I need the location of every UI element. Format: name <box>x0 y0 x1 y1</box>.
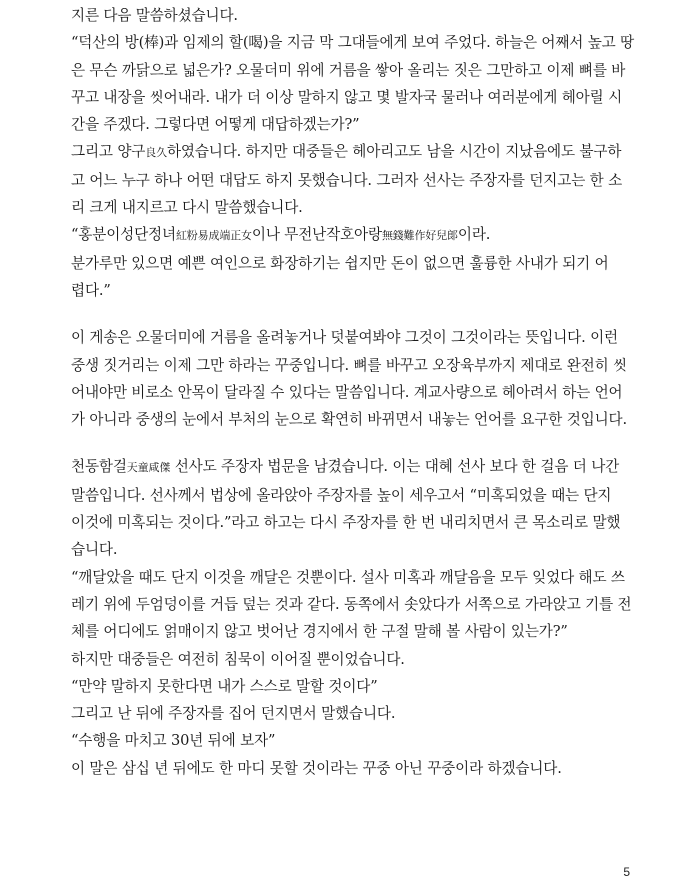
text-line: 레기 위에 두엄덩이를 거듭 덮는 것과 같다. 동쪽에서 솟았다가 서쪽으로 가라앉고 기틀 전 <box>71 595 632 613</box>
text-line: “홍분이성단정녀紅粉易成端正女이나 무전난작호아랑無錢難作好兒郞이라. <box>71 226 491 244</box>
text-line: 고 어느 누구 하나 어떤 대답도 하지 못했습니다. 그러자 선사는 주장자를 던지고는 한 소 <box>71 171 623 189</box>
text-line: 천동함걸天童咸傑 선사도 주장자 법문을 남겼습니다. 이는 대혜 선사 보다 한 걸음 더 나간 <box>71 458 620 476</box>
text-line: 그리고 양구良久하였습니다. 하지만 대중들은 헤아리고도 남을 시간이 지났음에도 불구하 <box>71 143 622 161</box>
text-line: 은 무슨 까닭으로 넓은가? 오물더미 위에 거름을 쌓아 올리는 짓은 그만하고 이제 뼈를 바 <box>71 61 626 79</box>
text-line: 가 아니라 중생의 눈에서 부처의 눈으로 확연히 바뀌면서 내놓는 언어를 요구한 것입니다. <box>71 411 627 429</box>
paragraph <box>71 646 631 673</box>
text-line: 습니다. <box>71 541 118 559</box>
paragraph <box>71 755 631 782</box>
text-line: 꾸고 내장을 씻어내라. 내가 더 이상 말하지 않고 몇 발자국 물러나 여러분에게 헤아릴 시 <box>71 88 623 106</box>
text-line: “덕산의 방(棒)과 임제의 할(喝)을 지금 막 그대들에게 보여 주었다. 하늘은 어째서 높고 땅 <box>71 34 635 52</box>
paragraph <box>71 324 631 433</box>
paragraph <box>71 700 631 727</box>
text-line: 분가루만 있으면 예쁜 여인으로 화장하기는 쉽지만 돈이 없으면 훌륭한 사내가 되기 어 <box>71 254 609 272</box>
paragraph-gap <box>71 304 631 324</box>
text-line: 간을 주겠다. 그렇다면 어떻게 대답하겠는가?” <box>71 116 360 134</box>
text-line: “깨달았을 때도 단지 이것을 깨달은 것뿐이다. 설사 미혹과 깨달음을 모두 잊었다 해도 쓰 <box>71 568 625 586</box>
text-line: 리 크게 내지르고 다시 말씀했습니다. <box>71 199 303 217</box>
text-line: 렵다.” <box>71 281 111 299</box>
text-line: 그리고 난 뒤에 주장자를 집어 던지면서 말했습니다. <box>71 705 396 723</box>
text-line: “만약 말하지 못한다면 내가 스스로 말할 것이다” <box>71 677 378 695</box>
paragraph <box>71 221 631 249</box>
paragraph <box>71 250 631 305</box>
paragraph <box>71 673 631 700</box>
paragraph <box>71 564 631 646</box>
text-line: 이 게송은 오물더미에 거름을 올려놓거나 덧붙여봐야 그것이 그것이라는 뜻입니다. 이런 <box>71 329 619 347</box>
text-line: 중생 짓거리는 이제 그만 하라는 꾸중입니다. 뼈를 바꾸고 오장육부까지 제대로 완전히 씻 <box>71 356 627 374</box>
paragraph-gap <box>71 433 631 453</box>
text-line: 어내야만 비로소 안목이 달라질 수 있다는 말씀입니다. 계교사량으로 헤아려서 하는 언어 <box>71 383 623 401</box>
paragraph <box>71 29 635 138</box>
text-line: 하지만 대중들은 여전히 침묵이 이어질 뿐이었습니다. <box>71 650 405 668</box>
text-line: 체를 어디에도 얽매이지 않고 벗어난 경지에서 한 구절 말해 볼 사람이 있는가?” <box>71 623 568 641</box>
paragraph <box>71 138 631 221</box>
text-line: 지른 다음 말씀하셨습니다. <box>71 7 238 24</box>
text-line: 이 말은 삼십 년 뒤에도 한 마디 못할 것이라는 꾸중 아닌 꾸중이라 하겠습니다. <box>71 759 562 777</box>
paragraph <box>71 2 631 29</box>
paragraph <box>71 727 631 754</box>
text-line: 이것에 미혹되는 것이다.”라고 하고는 다시 주장자를 한 번 내리치면서 큰 목소리로 말했 <box>71 514 621 532</box>
body-text <box>71 2 635 782</box>
text-line: 말씀입니다. 선사께서 법상에 올라앉아 주장자를 높이 세우고서 “미혹되었을 때는 단지 <box>71 486 612 504</box>
text-line: “수행을 마치고 30년 뒤에 보자” <box>71 732 276 750</box>
paragraph <box>71 453 631 563</box>
page-number: 5 <box>623 865 630 879</box>
